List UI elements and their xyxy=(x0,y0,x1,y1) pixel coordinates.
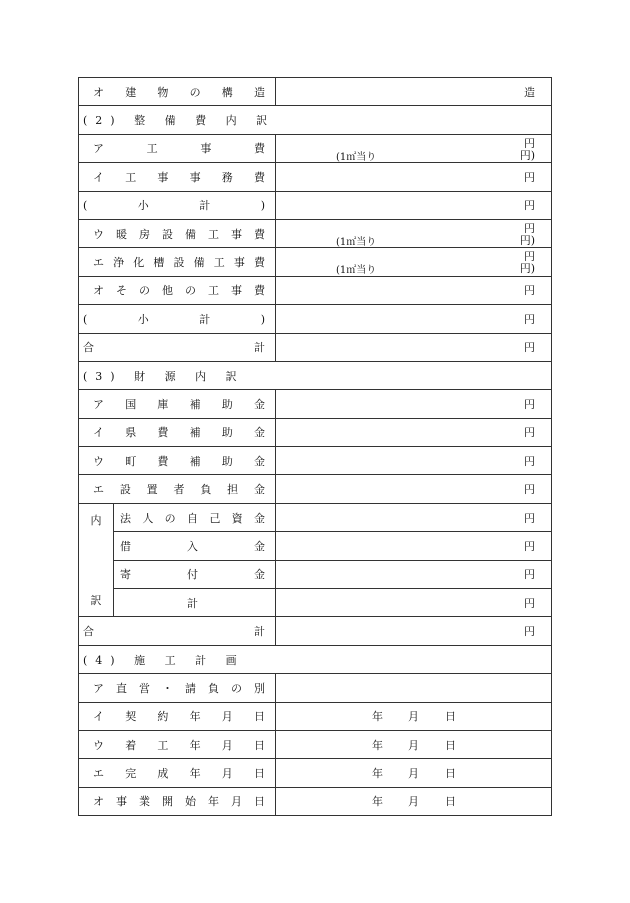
breakdown-total-label: 計 xyxy=(187,596,198,610)
admin-cost-label: イ工事事務費 xyxy=(93,170,265,184)
yen-unit: 円 xyxy=(524,199,535,213)
national-subsidy-field[interactable] xyxy=(276,390,552,418)
row-total-1 xyxy=(79,333,552,361)
row-subtotal-2 xyxy=(79,305,552,333)
breakdown-label-bottom: 訳 xyxy=(90,594,102,608)
loans-field[interactable] xyxy=(276,532,552,560)
row-founder-burden xyxy=(79,475,552,503)
day-label: 日 xyxy=(445,738,456,752)
construction-cost-field[interactable] xyxy=(276,134,552,162)
completion-date-label: エ完成年月日 xyxy=(93,767,265,781)
month-label: 月 xyxy=(408,795,419,809)
breakdown-label-top: 内 xyxy=(90,513,102,527)
admin-cost-field[interactable] xyxy=(276,163,552,191)
subtotal-label: (小計) xyxy=(83,312,265,326)
year-label: 年 xyxy=(372,710,383,724)
row-national-subsidy xyxy=(79,390,552,418)
yen-unit: 円 xyxy=(524,312,535,326)
per-sqm-note: (1㎡当り xyxy=(336,151,377,163)
construction-cost-label: ア工事費 xyxy=(93,142,265,156)
donations-field[interactable] xyxy=(276,560,552,588)
septic-cost-field[interactable] xyxy=(276,248,552,276)
row-direct-or-contract xyxy=(79,674,552,702)
yen-unit: 円 xyxy=(524,284,535,298)
own-funds-field[interactable] xyxy=(276,503,552,531)
row-prefecture-subsidy xyxy=(79,418,552,446)
year-label: 年 xyxy=(372,795,383,809)
yen-unit: 円 xyxy=(524,539,535,553)
month-label: 月 xyxy=(408,710,419,724)
subtotal-1-field[interactable] xyxy=(276,191,552,219)
row-heating-cost xyxy=(79,219,552,247)
town-subsidy-label: ウ町費補助金 xyxy=(93,454,265,468)
year-label: 年 xyxy=(372,738,383,752)
town-subsidy-field[interactable] xyxy=(276,447,552,475)
business-start-date-field[interactable] xyxy=(276,787,552,815)
row-start-date xyxy=(79,730,552,758)
per-sqm-note: (1㎡当り xyxy=(336,236,377,248)
prefecture-subsidy-label: イ県費補助金 xyxy=(93,426,265,440)
row-septic-cost xyxy=(79,248,552,276)
day-label: 日 xyxy=(445,710,456,724)
yen-unit: 円 xyxy=(524,250,535,264)
yen-unit-close: 円) xyxy=(519,262,535,276)
row-breakdown-total xyxy=(79,589,552,617)
per-sqm-note: (1㎡当り xyxy=(336,265,377,277)
yen-unit: 円 xyxy=(524,341,535,355)
loans-label: 借入金 xyxy=(120,539,265,553)
start-date-label: ウ着工年月日 xyxy=(93,738,265,752)
yen-unit: 円 xyxy=(524,454,535,468)
breakdown-total-field[interactable] xyxy=(276,589,552,617)
row-subtotal-1 xyxy=(79,191,552,219)
founder-burden-label: エ設置者負担金 xyxy=(93,483,265,497)
row-completion-date xyxy=(79,759,552,787)
yen-unit: 円 xyxy=(524,136,535,150)
founder-burden-field[interactable] xyxy=(276,475,552,503)
row-construction-cost xyxy=(79,134,552,162)
yen-unit-close: 円) xyxy=(519,148,535,162)
other-cost-field[interactable] xyxy=(276,276,552,304)
yen-unit: 円 xyxy=(524,568,535,582)
section-header-2 xyxy=(79,106,552,134)
section-title-4: (4) 施 工 計 画 xyxy=(83,653,245,667)
building-structure-unit: 造 xyxy=(524,85,535,99)
section-title-2: (2) 整 備 費 内 訳 xyxy=(83,114,276,128)
subtotal-label: (小計) xyxy=(83,199,265,213)
section-header-3 xyxy=(79,361,552,389)
total-label: 合計 xyxy=(83,625,265,639)
yen-unit: 円 xyxy=(524,426,535,440)
contract-date-field[interactable] xyxy=(276,702,552,730)
heating-cost-label: ウ暖房設備工事費 xyxy=(93,227,265,241)
month-label: 月 xyxy=(408,738,419,752)
yen-unit: 円 xyxy=(524,625,535,639)
heating-cost-field[interactable] xyxy=(276,219,552,247)
row-total-2 xyxy=(79,617,552,645)
year-label: 年 xyxy=(372,767,383,781)
yen-unit: 円 xyxy=(524,483,535,497)
yen-unit: 円 xyxy=(524,596,535,610)
yen-unit: 円 xyxy=(524,221,535,235)
septic-cost-label: エ浄化槽設備工事費 xyxy=(93,256,265,270)
business-start-date-label: オ事業開始年月日 xyxy=(93,795,265,809)
building-structure-label: オ建物の構造 xyxy=(93,85,265,99)
day-label: 日 xyxy=(445,795,456,809)
row-contract-date xyxy=(79,702,552,730)
form-table xyxy=(78,77,552,816)
yen-unit-close: 円) xyxy=(519,233,535,247)
contract-date-label: イ契約年月日 xyxy=(93,710,265,724)
row-admin-cost xyxy=(79,163,552,191)
row-town-subsidy xyxy=(79,447,552,475)
row-own-funds xyxy=(79,503,552,531)
other-cost-label: オその他の工事費 xyxy=(93,284,265,298)
row-business-start-date xyxy=(79,787,552,815)
month-label: 月 xyxy=(408,767,419,781)
row-donations xyxy=(79,560,552,588)
yen-unit: 円 xyxy=(524,511,535,525)
direct-or-contract-label: ア直営・請負の別 xyxy=(93,681,265,695)
national-subsidy-label: ア国庫補助金 xyxy=(93,397,265,411)
row-loans xyxy=(79,532,552,560)
breakdown-label-cell xyxy=(79,503,114,617)
total-label: 合計 xyxy=(83,341,265,355)
completion-date-field[interactable] xyxy=(276,759,552,787)
row-other-cost xyxy=(79,276,552,304)
own-funds-label: 法人の自己資金 xyxy=(120,511,265,525)
direct-or-contract-field[interactable] xyxy=(276,674,552,702)
total-2-field[interactable] xyxy=(276,617,552,645)
total-1-field[interactable] xyxy=(276,333,552,361)
yen-unit: 円 xyxy=(524,397,535,411)
day-label: 日 xyxy=(445,767,456,781)
subtotal-2-field[interactable] xyxy=(276,305,552,333)
start-date-field[interactable] xyxy=(276,730,552,758)
donations-label: 寄付金 xyxy=(120,568,265,582)
section-title-3: (3) 財 源 内 訳 xyxy=(83,369,245,383)
building-structure-field[interactable] xyxy=(276,78,552,106)
row-building-structure xyxy=(79,78,552,106)
section-header-4 xyxy=(79,645,552,673)
yen-unit: 円 xyxy=(524,170,535,184)
prefecture-subsidy-field[interactable] xyxy=(276,418,552,446)
